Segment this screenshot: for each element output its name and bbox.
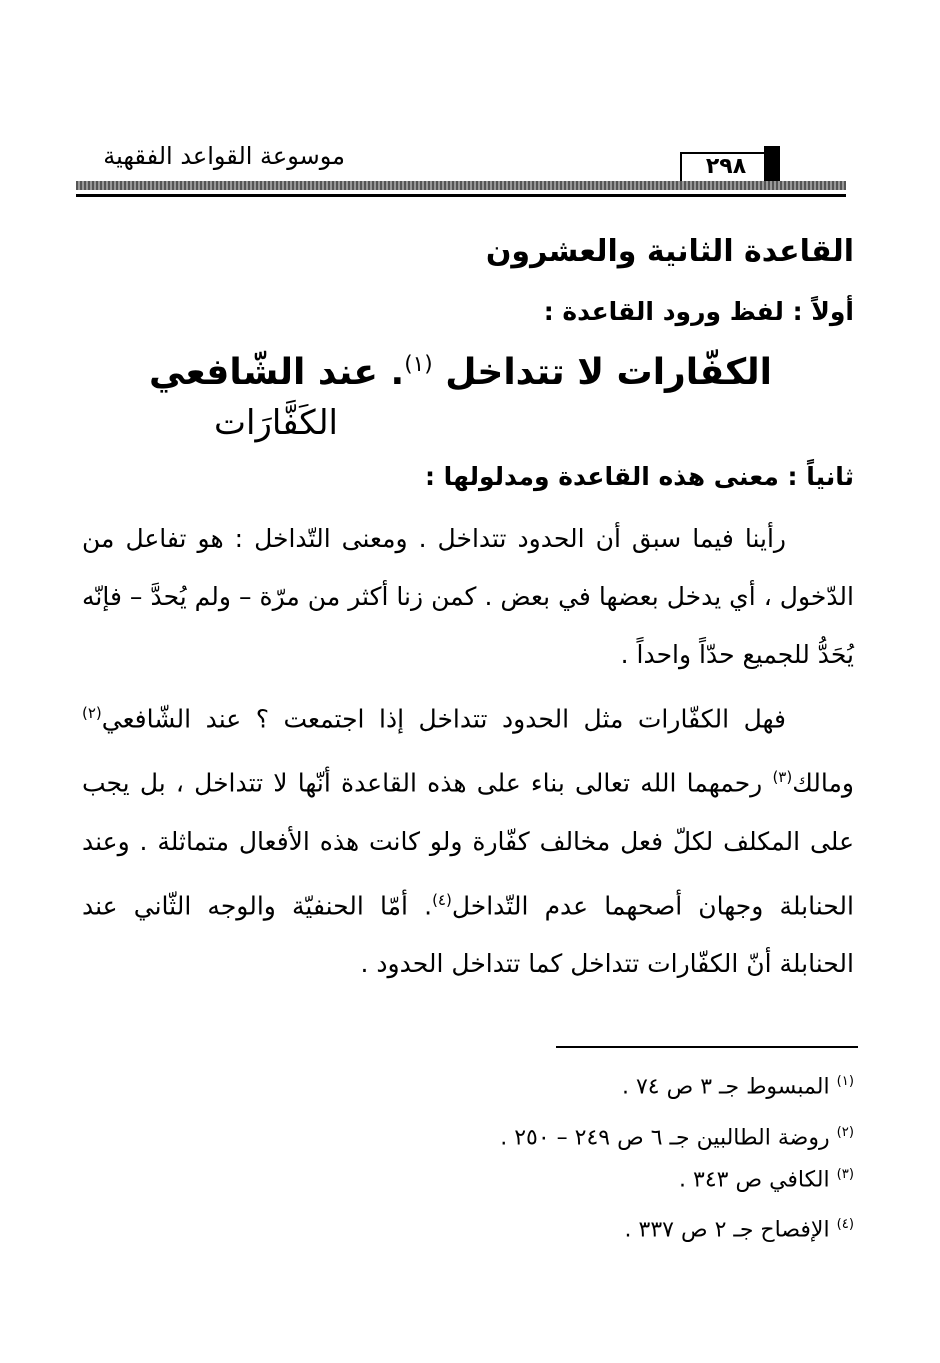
footnote-1-ref: (١) [836, 1074, 854, 1089]
footnote-3-ref: (٣) [836, 1167, 854, 1182]
footnote-4-text: الإفصاح جـ ٢ ص ٣٣٧ . [624, 1217, 830, 1243]
footnote-ref-1: (١) [404, 352, 433, 377]
footnote-1-text: المبسوط جـ ٣ ص ٧٤ . [621, 1074, 830, 1100]
paragraph-1: رأينا فيما سبق أن الحدود تتداخل . ومعنى التّداخل : هو تفاعل من الدّخول ، أي يدخل بعضها في بعض . كمن زنا أكثر من مرّة – ولم يُحدَّ – فإنّه يُحَدُّ للجميع حدّاً واحداً . [82, 524, 854, 669]
header-rule-thin [76, 194, 846, 197]
keyword-calligraphy: الكَفَّارَات [213, 403, 338, 443]
footnote-ref-3: (٣) [772, 768, 793, 787]
header-rule [76, 181, 846, 190]
rule-statement [149, 342, 772, 396]
footnote-ref-2: (٢) [82, 704, 102, 722]
rule-statement-attribution: . عند الشّافعي [149, 352, 405, 393]
section-2-heading: ثانياً : معنى هذه القاعدة ومدلولها : [424, 462, 854, 491]
running-header-title: موسوعة القواعد الفقهية [103, 142, 345, 170]
paragraph-2 [82, 684, 854, 993]
paragraph-2-part-3: رحمهما الله تعالى بناء على هذه القاعدة أنّها لا تتداخل ، بل يجب على المكلف لكلّ فعل مخالف كفّارة ولو كانت هذه الأفعال متماثلة . وعند الحنابلة وجهان أصحهما عدم التّداخل [82, 768, 854, 920]
rule-heading: القاعدة الثانية والعشرون [485, 234, 854, 269]
paragraph-2-part-1: فهل الكفّارات مثل الحدود تتداخل إذا اجتمعت ؟ عند الشّافعي [101, 704, 786, 734]
page-number-box-edge [764, 146, 780, 184]
footnote-1 [622, 1067, 854, 1102]
section-1-heading: أولاً : لفظ ورود القاعدة : [543, 297, 854, 326]
paragraph-2-part-2: ومالك [792, 768, 854, 798]
paragraph-2-part-4: . أمّا الحنفيّة والوجه الثّاني عند الحنابلة أنّ الكفّارات تتداخل كما تتداخل الحدود . [82, 890, 854, 978]
footnote-3 [679, 1160, 854, 1195]
rule-statement-main: الكفّارات لا تتداخل [445, 352, 772, 393]
footnote-3-text: الكافي ص ٣٤٣ . [679, 1167, 830, 1193]
footnote-ref-4: (٤) [432, 890, 452, 909]
footnote-2-ref: (٢) [836, 1125, 854, 1140]
footnote-4-ref: (٤) [836, 1217, 854, 1232]
footnote-2 [500, 1118, 854, 1153]
page-number: ٢٩٨ [705, 154, 747, 179]
footnote-4 [625, 1210, 854, 1245]
footnote-2-text: روضة الطالبين جـ ٦ ص ٢٤٩ – ٢٥٠ . [500, 1125, 830, 1151]
footnote-separator [556, 1046, 858, 1048]
